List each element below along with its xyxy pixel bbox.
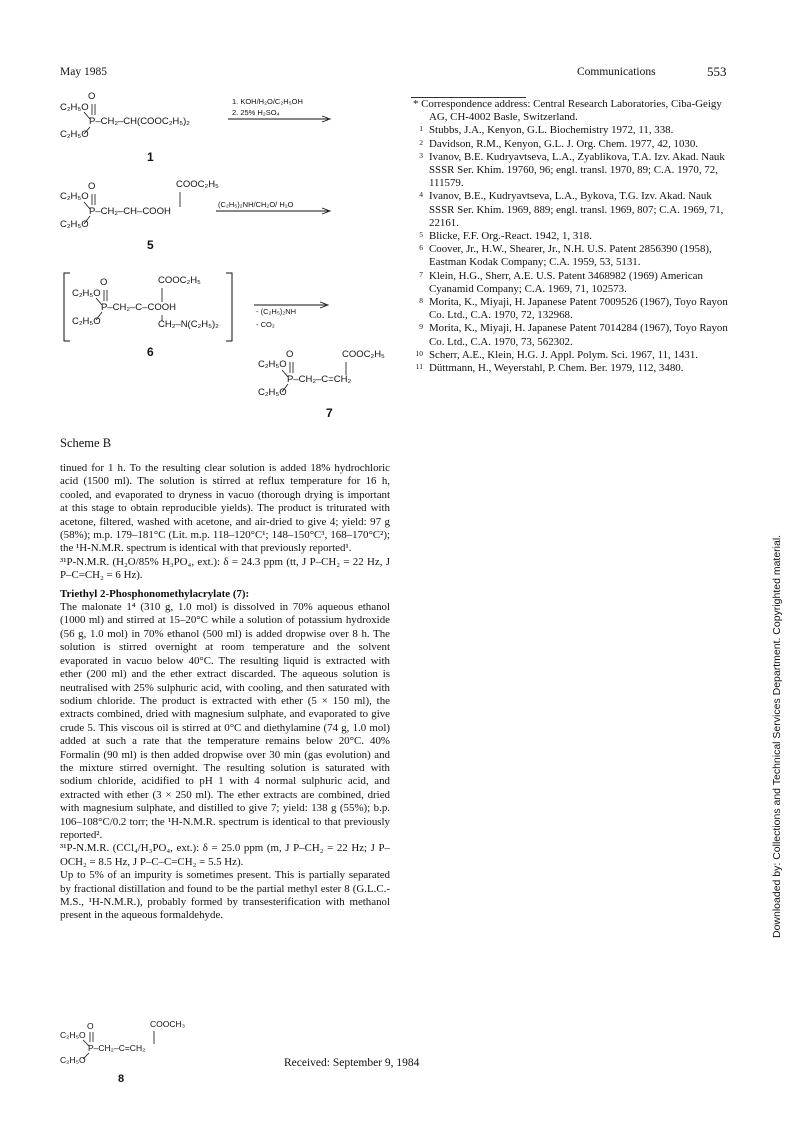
- reference-number: 11: [415, 362, 423, 372]
- reference-item: [413, 243, 731, 269]
- c7-ethoxy-top: C₂H₅O: [258, 359, 287, 370]
- c6-ethoxy-top: C₂H₅O: [72, 288, 101, 299]
- reference-item: [413, 296, 731, 322]
- download-notice: Downloaded by: Collections and Technical Services Department. Copyrighted material.: [771, 534, 783, 938]
- reference-text: Morita, K., Miyaji, H. Japanese Patent 7009526 (1967), Toyo Rayon Co. Ltd., C.A. 1970, 72, 132968.: [429, 296, 728, 322]
- reference-text: Düttmann, H., Weyerstahl, P. Chem. Ber. 1979, 112, 3480.: [429, 362, 684, 375]
- reference-item: [413, 151, 731, 191]
- section-heading: Triethyl 2-Phosphonomethylacrylate (7):: [60, 587, 250, 600]
- reference-item: [413, 322, 731, 348]
- c6-ester: COOC₂H₅: [158, 275, 201, 286]
- reference-list: [413, 124, 731, 375]
- step1-reagent-a: 1. KOH/H₂O/C₂H₅OH: [232, 97, 303, 106]
- nmr-data-1: ³¹P-N.M.R. (H₂O/85% H₃PO₄, ext.): δ = 24.3 ppm (tt, J P–CH₂ = 22 Hz, J P–C=CH₂ = 6 Hz).: [60, 555, 390, 582]
- reference-number: 4: [419, 190, 423, 200]
- c7-chain: P–CH₂–C=CH₂: [287, 374, 352, 385]
- reference-number: 2: [419, 137, 423, 147]
- reference-text: Ivanov, B.E., Kudryavtseva, L.A., Bykova, T.G. Izv. Akad. Nauk SSSR Ser. Khim. 1969, 889; engl. transl. 1969, 807; C.A. 1969, 71, 22161.: [429, 190, 724, 229]
- reference-number: 10: [415, 348, 423, 358]
- reference-item: [413, 230, 731, 243]
- c8-chain: P–CH₂–C=CH₂: [88, 1043, 146, 1053]
- step1-reagent-b: 2. 25% H₂SO₄: [232, 108, 280, 117]
- c1-ethoxy-top: C₂H₅O: [60, 102, 89, 113]
- reference-number: 5: [419, 230, 423, 240]
- c7-p-oxygen: O: [286, 349, 294, 360]
- reference-item: [413, 190, 731, 230]
- c6-amine: CH₂–N(C₂H₅)₂: [158, 319, 219, 330]
- c5-ethoxy-bottom: C₂H₅O: [60, 219, 89, 230]
- reference-text: Morita, K., Miyaji, H. Japanese Patent 7014284 (1967), Toyo Rayon Co. Ltd., C.A. 1970, 73, 562302.: [429, 322, 728, 348]
- c6-p-oxygen: O: [100, 277, 108, 288]
- scheme-caption: Scheme B: [60, 436, 112, 450]
- c7-ester: COOC₂H₅: [342, 349, 385, 360]
- reference-text: Coover, Jr., H.W., Shearer, Jr., N.H. U.S. Patent 2856390 (1958), Eastman Kodak Company; C.A. 1959, 53, 5131.: [429, 243, 712, 269]
- c5-ethoxy-top: C₂H₅O: [60, 191, 89, 202]
- c8-ethoxy-top: C₂H₅O: [60, 1030, 86, 1040]
- reference-number: 8: [419, 296, 423, 306]
- c8-p-oxygen: O: [87, 1021, 94, 1031]
- header-section: Communications: [577, 66, 656, 78]
- nmr-data-2: ³¹P-N.M.R. (CCl₄/H₃PO₄, ext.): δ = 25.0 ppm (m, J P–CH₂ = 22 Hz; J P–OCH₂ = 8.5 Hz, J P–C–C=CH₂ = 5.5 Hz).: [60, 842, 390, 868]
- c8-ester: COOCH₃: [150, 1019, 186, 1029]
- step3-reagent-a: - (C₂H₅)₂NH: [256, 307, 297, 316]
- c5-ester: COOC₂H₅: [176, 179, 219, 190]
- compound-8-label: 8: [118, 1073, 125, 1085]
- c5-p-oxygen: O: [88, 181, 96, 192]
- reference-text: Davidson, R.M., Kenyon, G.L. J. Org. Chem. 1977, 42, 1030.: [429, 137, 699, 150]
- compound-7-label: 7: [326, 406, 333, 420]
- step3-reagent-b: - CO₂: [256, 320, 275, 329]
- reference-text: Klein, H.G., Sherr, A.E. U.S. Patent 3468982 (1969) American Cyanamid Company; C.A. 1969, 71, 102573.: [429, 269, 703, 295]
- reference-item: [413, 270, 731, 296]
- header-date: May 1985: [60, 66, 107, 78]
- paragraph-2: The malonate 1⁴ (310 g, 1.0 mol) is dissolved in 70% aqueous ethanol (1000 ml) and stirred at 15–20°C while a solution of potassium hydroxide (56 g, 1.0 mol) in 70% ethanol (500 ml) is added dropwise over 8 h. The solution is stirred overnight at room temperature and the solvent evaporated in vacuo below 40°C. The resulting liquid is extracted with ether (200 ml) and the ether extract discarded. The aqueous solution is neutralised with 25% sulphuric acid, with cooling, and then saturated with sodium chloride. The product is extracted with ether (5 × 150 ml), the extracts combined, dried with magnesium sulphate, and evaporated to give crude 5. This viscous oil is stirred at 0°C and diethylamine (74 g, 1.0 mol) added at such a rate that the temperature remains below 20°C. 40% Formalin (90 ml) is then added dropwise over 30 min (gas evolution) and the mixture stirred overnight. The resulting solution is saturated with sodium chloride, acidified to pH 1 with 4 normal sulphuric acid, and extracted with ether (3 × 250 ml). The ether extracts are combined, dried with magnesium sulphate, and distilled to give 7; yield: 138 g (55%); b.p. 106–108°C/0.2 torr; the ¹H-N.M.R. spectrum is identical to that previously reported².: [60, 601, 390, 841]
- reference-number: 9: [419, 322, 423, 332]
- reference-number: 7: [419, 269, 423, 279]
- reference-number: 6: [419, 243, 423, 253]
- reference-item: [413, 138, 731, 151]
- page-number: 553: [707, 64, 727, 79]
- reference-number: 1: [419, 124, 423, 134]
- reference-number: 3: [419, 150, 423, 160]
- compound-6-label: 6: [147, 345, 154, 359]
- reference-item: [413, 349, 731, 362]
- paragraph-1: tinued for 1 h. To the resulting clear solution is added 18% hydrochloric acid (1500 ml). The solution is stirred at reflux temperature for 16 h, cooled, and evaporated to dryness in vacuo (thorough drying is important at this stage to obtain reproducible yields). The product is triturated with acetone, filtered, washed with acetone, and air-dried to give 4; yield: 97 g (58%); m.p. 179–181°C (Lit. m.p. 118–120°C¹; 148–150°C³, 168–170°C²); the ¹H-N.M.R. spectrum is identical with that previously reported¹.: [60, 462, 390, 555]
- c6-ethoxy-bottom: C₂H₅O: [72, 316, 101, 327]
- c5-chain: P–CH₂–CH–COOH: [89, 206, 171, 217]
- step2-reagents: (C₂H₅)₂NH/CH₂O/ H₂O: [218, 200, 294, 209]
- correspondence-note: * Correspondence address: Central Research Laboratories, Ciba-Geigy AG, CH-4002 Basle, Switzerland.: [413, 98, 722, 124]
- c8-ethoxy-bottom: C₂H₅O: [60, 1055, 86, 1065]
- paragraph-3: Up to 5% of an impurity is sometimes present. This is partially separated by fractional distillation and found to be the partial methyl ester 8 (G.L.C.-M.S., ¹H-N.M.R.), probably formed by transesterification with methanol present in the aqueous formaldehyde.: [60, 869, 390, 922]
- compound-5-label: 5: [147, 238, 154, 252]
- reference-text: Scherr, A.E., Klein, H.G. J. Appl. Polym. Sci. 1967, 11, 1431.: [429, 348, 698, 361]
- c7-ethoxy-bottom: C₂H₅O: [258, 387, 287, 398]
- compound-1-label: 1: [147, 150, 154, 164]
- reference-item: [413, 124, 731, 137]
- reference-text: Ivanov, B.E. Kudryavtseva, L.A., Zyablikova, T.A. Izv. Akad. Nauk SSSR Ser. Khim. 19760, 96; engl. transl. 1970, 89; C.A. 1970, 72, 111579.: [429, 150, 725, 190]
- reference-item: [413, 362, 731, 375]
- c1-ethoxy-bottom: C₂H₅O: [60, 129, 89, 140]
- c6-chain: P–CH₂–C–COOH: [101, 302, 176, 313]
- c1-p-oxygen: O: [88, 91, 96, 102]
- received-date: Received: September 9, 1984: [284, 1057, 420, 1069]
- c1-chain: P–CH₂–CH(COOC₂H₅)₂: [89, 116, 190, 127]
- reference-text: Stubbs, J.A., Kenyon, G.L. Biochemistry 1972, 11, 338.: [429, 124, 674, 137]
- left-column: [60, 462, 390, 923]
- reference-text: Blicke, F.F. Org.-React. 1942, 1, 318.: [429, 230, 592, 243]
- right-column: [413, 98, 731, 375]
